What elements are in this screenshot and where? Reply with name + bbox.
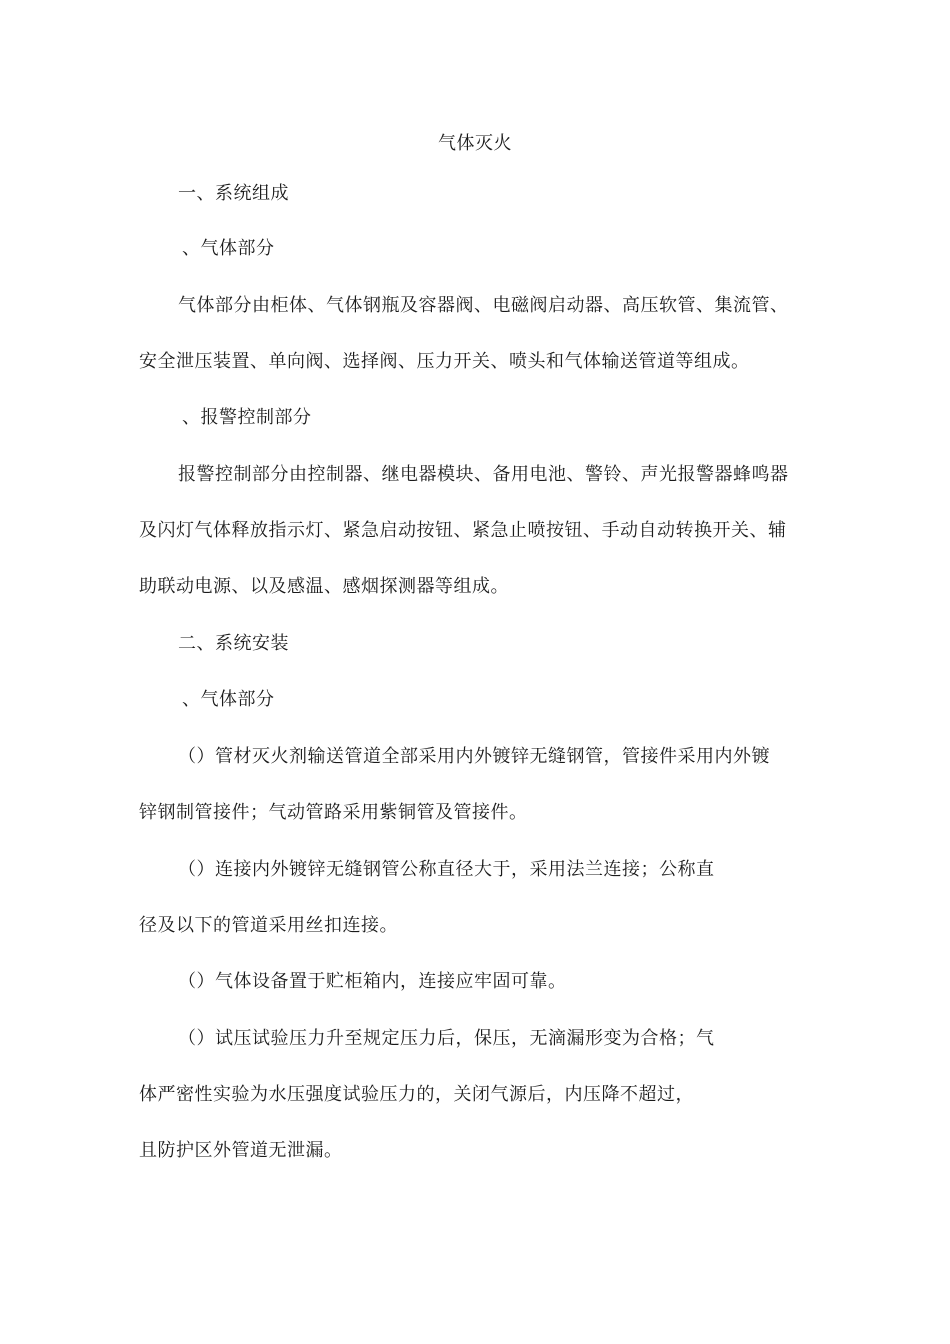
paragraph-line: 安全泄压装置、单向阀、选择阀、压力开关、喷头和气体输送管道等组成。 bbox=[139, 351, 750, 372]
paragraph-line: （）管材灭火剂输送管道全部采用内外镀锌无缝钢管，管接件采用内外镀 bbox=[178, 746, 770, 767]
paragraph-line: （）试压试验压力升至规定压力后，保压，无滴漏形变为合格；气 bbox=[178, 1028, 715, 1049]
paragraph-line: （）气体设备置于贮柜箱内，连接应牢固可靠。 bbox=[178, 971, 567, 992]
subsection-heading: 、气体部分 bbox=[182, 689, 275, 710]
section-heading: 二、系统安装 bbox=[178, 633, 289, 654]
subsection-heading: 、报警控制部分 bbox=[182, 407, 312, 428]
paragraph-line: 气体部分由柜体、气体钢瓶及容器阀、电磁阀启动器、高压软管、集流管、 bbox=[178, 295, 789, 316]
paragraph-line: （）连接内外镀锌无缝钢管公称直径大于，采用法兰连接；公称直 bbox=[178, 859, 715, 880]
paragraph-line: 且防护区外管道无泄漏。 bbox=[139, 1140, 343, 1161]
paragraph-line: 报警控制部分由控制器、继电器模块、备用电池、警铃、声光报警器蜂鸣器 bbox=[178, 464, 789, 485]
paragraph-line: 体严密性实验为水压强度试验压力的，关闭气源后，内压降不超过， bbox=[139, 1084, 694, 1105]
paragraph-line: 径及以下的管道采用丝扣连接。 bbox=[139, 915, 398, 936]
paragraph-line: 锌钢制管接件；气动管路采用紫铜管及管接件。 bbox=[139, 802, 528, 823]
document-title: 气体灭火 bbox=[438, 133, 512, 154]
paragraph-line: 助联动电源、以及感温、感烟探测器等组成。 bbox=[139, 576, 509, 597]
paragraph-line: 及闪灯气体释放指示灯、紧急启动按钮、紧急止喷按钮、手动自动转换开关、辅 bbox=[139, 520, 787, 541]
section-heading: 一、系统组成 bbox=[178, 183, 289, 204]
subsection-heading: 、气体部分 bbox=[182, 238, 275, 259]
